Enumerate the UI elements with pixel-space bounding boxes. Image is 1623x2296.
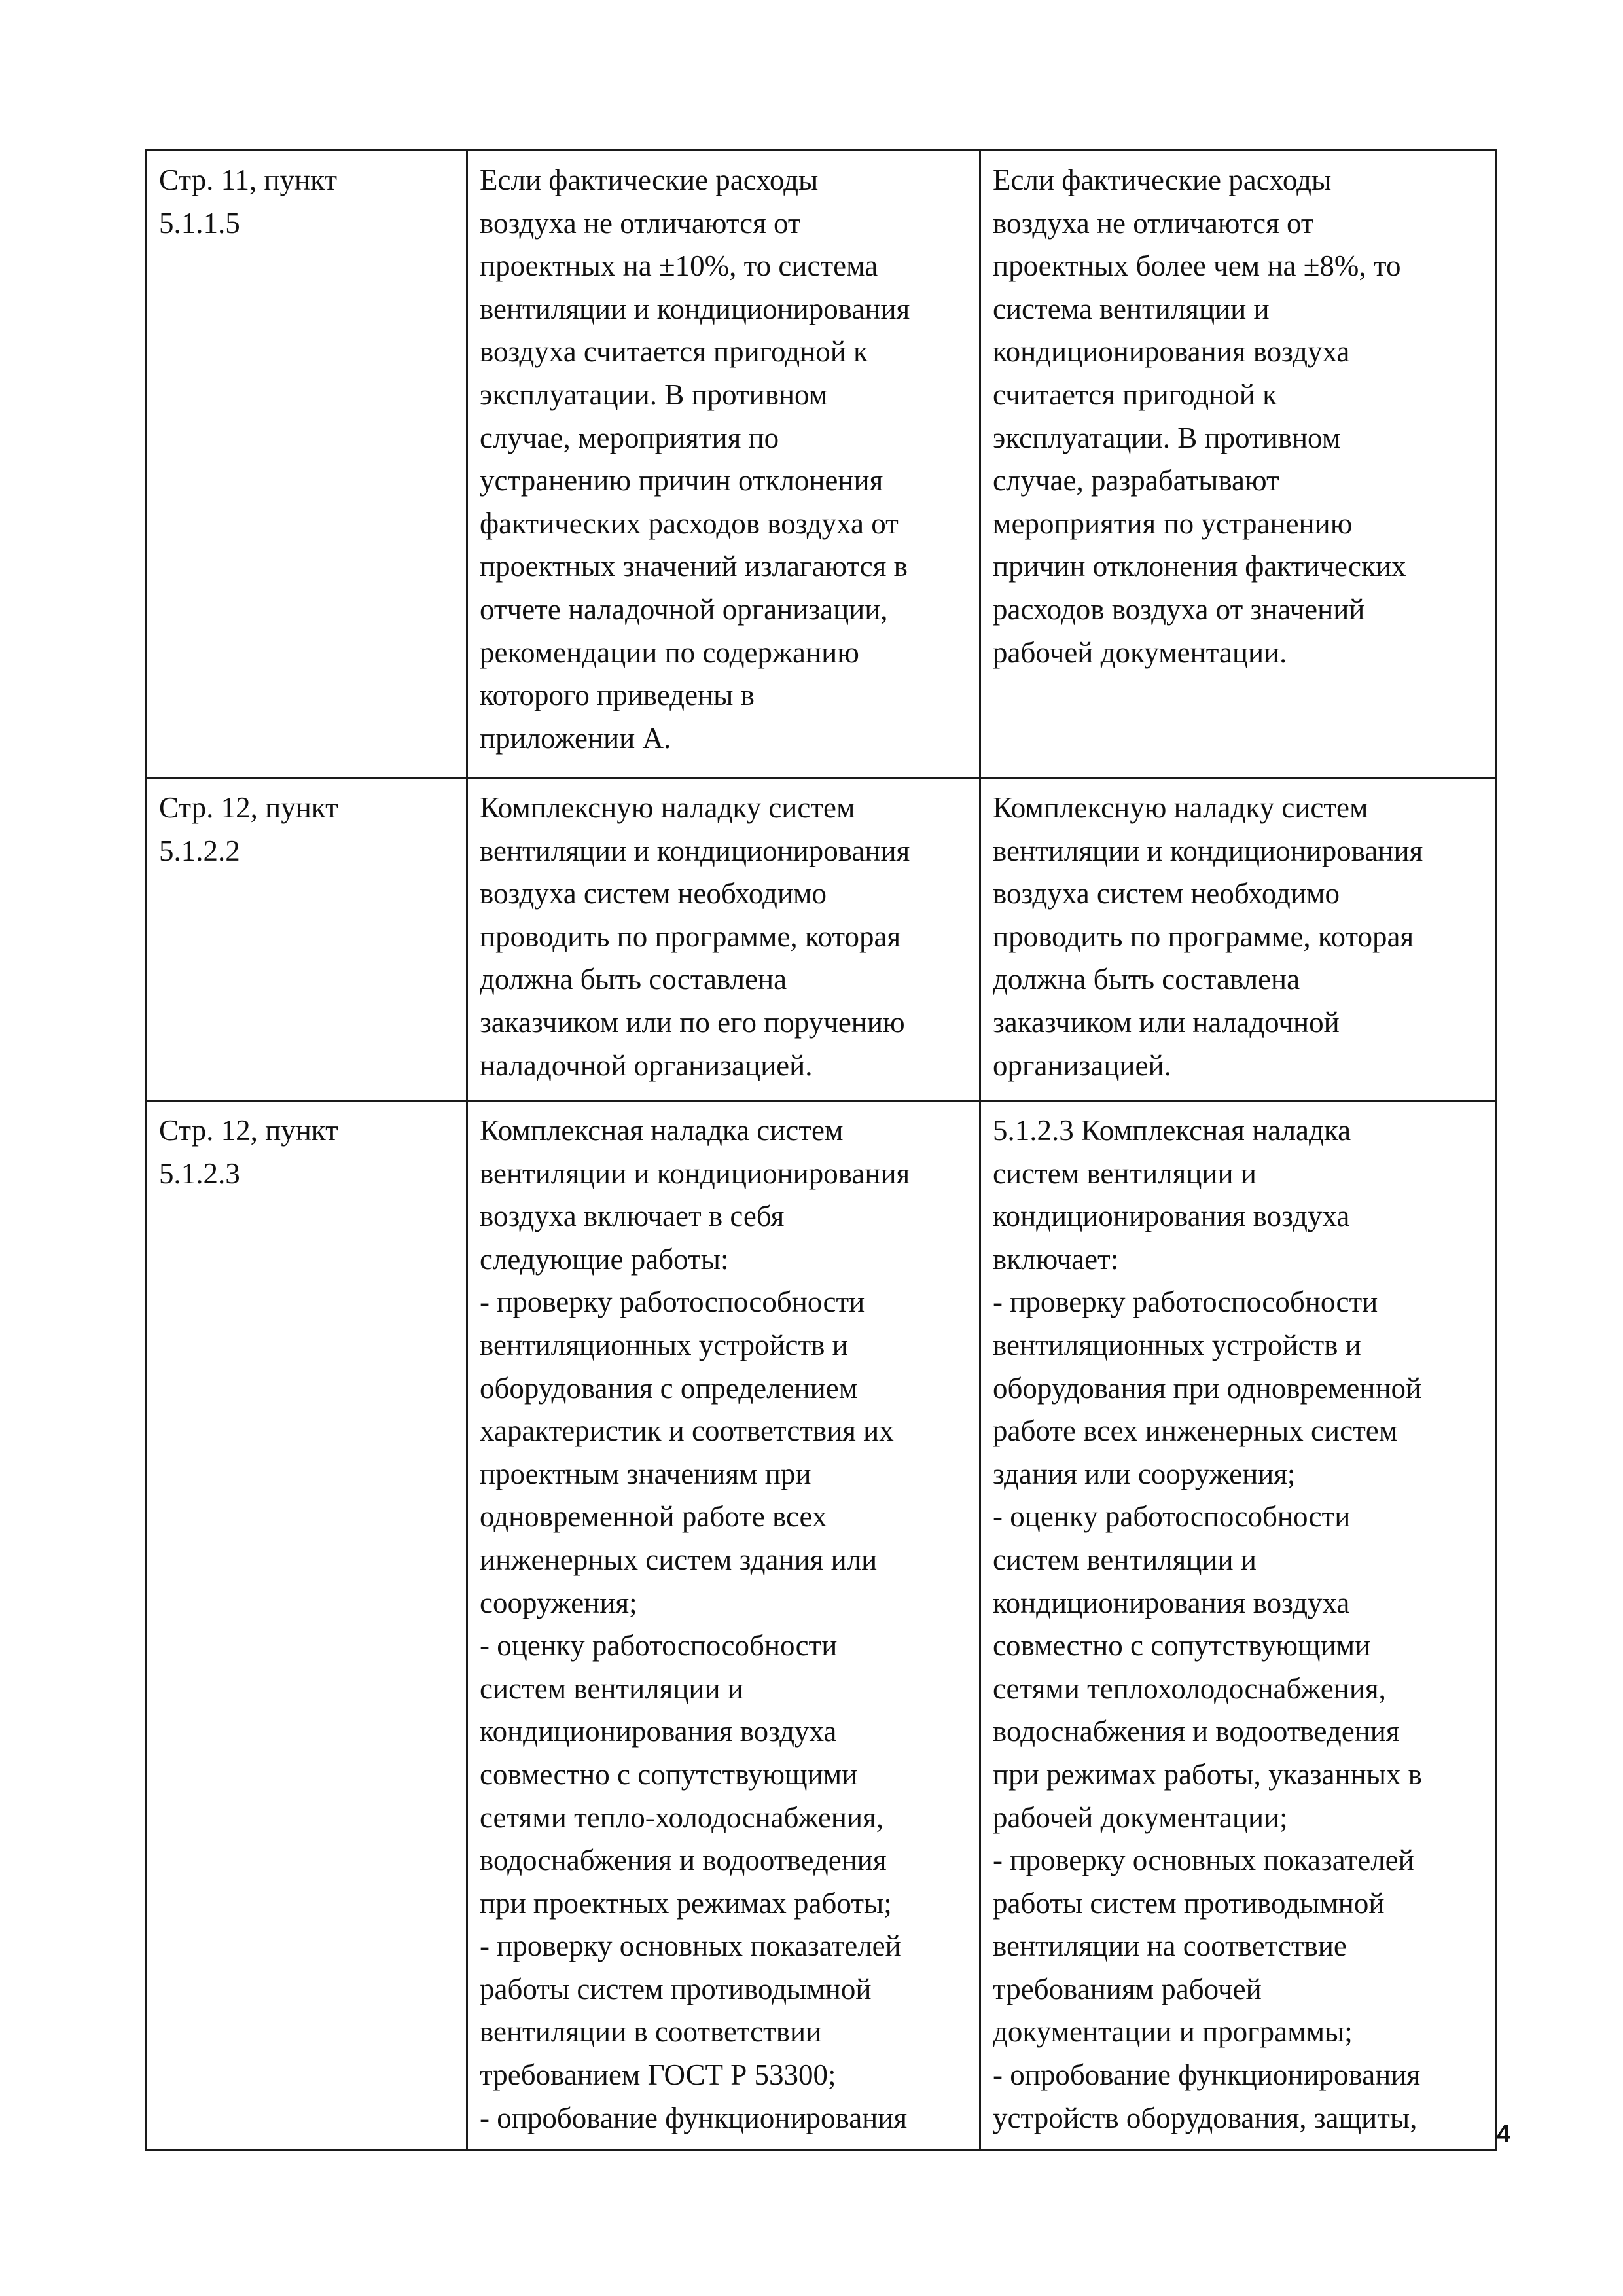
- reference-cell: [147, 778, 467, 1101]
- table-row: [147, 151, 1497, 778]
- reference-cell: [147, 1101, 467, 2150]
- reference-cell: [147, 151, 467, 778]
- reference-text: Стр. 12, пункт 5.1.2.2: [159, 791, 338, 867]
- revised-text-cell: [980, 1101, 1497, 2150]
- changes-table: [145, 149, 1497, 2151]
- original-text: Если фактические расходы воздуха не отличаются от проектных на ±10%, то система вентиляции и кондиционирования воздуха считается пригодной к эксплуатации. В противном случае, мероприятия по устранению причин отклонения фактических расходов воздуха от проектных значений излагаются в отчете наладочной организации, рекомендации по содержанию которого приведены в приложении А.: [480, 164, 910, 755]
- original-text-cell: [467, 778, 980, 1101]
- revised-text: Комплексную наладку систем вентиляции и кондиционирования воздуха систем необходимо проводить по программе, которая должна быть составлена заказчиком или наладочной организацией.: [993, 791, 1423, 1082]
- table-row: [147, 778, 1497, 1101]
- original-text: Комплексную наладку систем вентиляции и кондиционирования воздуха систем необходимо проводить по программе, которая должна быть составлена заказчиком или по его поручению наладочной организацией.: [480, 791, 910, 1082]
- revised-text: 5.1.2.3 Комплексная наладка систем вентиляции и кондиционирования воздуха включает: - проверку работоспособности вентиляционных устройств и оборудования при одновременной работе всех инженерных систем здания или сооружения; - оценку работоспособности систем вентиляции и кондиционирования воздуха совместно с сопутствующими сетями теплохолодоснабжения, водоснабжения и водоотведения при режимах работы, указанных в рабочей документации; - проверку основных показателей работы систем противодымной вентиляции на соответствие требованиям рабочей документации и программы; - опробование функционирования устройств оборудования, защиты,: [993, 1114, 1422, 2134]
- original-text-cell: [467, 151, 980, 778]
- page-number: 4: [1496, 2121, 1510, 2148]
- reference-text: Стр. 12, пункт 5.1.2.3: [159, 1114, 338, 1190]
- revised-text: Если фактические расходы воздуха не отличаются от проектных более чем на ±8%, то система вентиляции и кондиционирования воздуха считается пригодной к эксплуатации. В противном случае, разрабатывают мероприятия по устранению причин отклонения фактических расходов воздуха от значений рабочей документации.: [993, 164, 1406, 669]
- table-row: [147, 1101, 1497, 2150]
- revised-text-cell: [980, 151, 1497, 778]
- revised-text-cell: [980, 778, 1497, 1101]
- original-text-cell: [467, 1101, 980, 2150]
- original-text: Комплексная наладка систем вентиляции и кондиционирования воздуха включает в себя следующие работы: - проверку работоспособности вентиляционных устройств и оборудования с определением характеристик и соответствия их проектным значениям при одновременной работе всех инженерных систем здания или сооружения; - оценку работоспособности систем вентиляции и кондиционирования воздуха совместно с сопутствующими сетями тепло-холодоснабжения, водоснабжения и водоотведения при проектных режимах работы; - проверку основных показателей работы систем противодымной вентиляции в соответствии требованием ГОСТ Р 53300; - опробование функционирования: [480, 1114, 910, 2134]
- reference-text: Стр. 11, пункт 5.1.1.5: [159, 164, 338, 240]
